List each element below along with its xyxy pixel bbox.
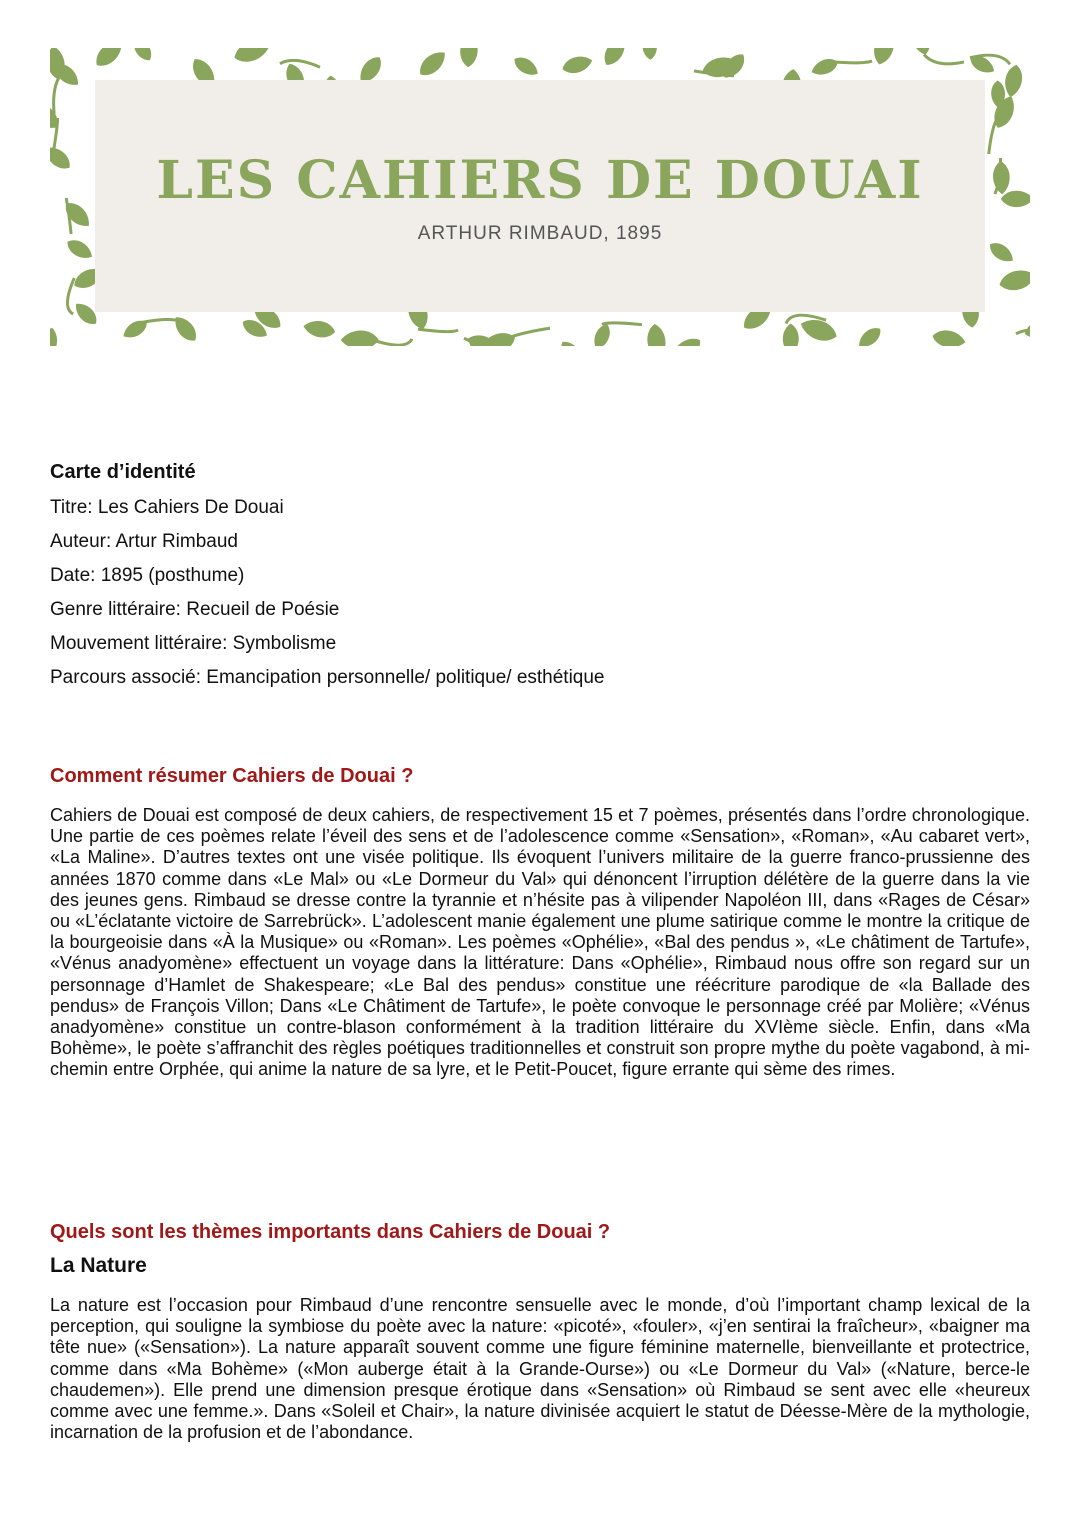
leaf-shape — [1002, 63, 1024, 98]
document-title: LES CAHIERS DE DOUAI — [156, 150, 924, 211]
leaf-shape — [1022, 316, 1030, 341]
leaf-shape — [665, 333, 706, 346]
themes-title: Quels sont les thèmes importants dans Cahiers de Douai ? — [50, 1221, 611, 1243]
leaf-stem — [832, 61, 872, 63]
leaf-stem — [67, 278, 74, 314]
leaf-shape — [511, 53, 542, 79]
document-subtitle: ARTHUR RIMBAUD, 1895 — [417, 223, 663, 244]
leaf-shape — [997, 266, 1030, 293]
leaf-stem — [924, 55, 964, 64]
nature-heading: La Nature — [50, 1254, 147, 1277]
leaf-shape — [931, 328, 967, 346]
summary-title: Comment résumer Cahiers de Douai ? — [50, 765, 414, 787]
leaf-shape — [231, 48, 274, 67]
identity-author: Auteur: Artur Rimbaud — [50, 531, 238, 552]
summary-paragraph: Cahiers de Douai est composé de deux cahiers, de respectivement 15 et 7 poèmes, présentés dans l’ordre chronologique. Une partie de ces poèmes relate l’éveil des sens et de l’adolescence comme «Sensation», «Roman», «Au cabaret vert», «La Maline». D’autres textes ont une visée politique. Ils évoquent l’univers militaire de la guerre franco-prussienne des années 1870 comme dans «Le Mal» ou «Le Dormeur du Val» qui dénoncent l’irruption délétère de la guerre dans la vie des jeunes gens. Rimbaud se dresse contre la tyrannie et n’hésite pas à vilipender Napoléon III, dans «Rages de César» ou «L’éclatante victoire de Sarrebrück». L’adolescent manie également une plume satirique comme le montre la critique de la bourgeoisie dans «À la Musique» ou «Roman». Les poèmes «Ophélie», «Bal des pendus », «Le châtiment de Tartufe», «Vénus anadyomène» effectuent un voyage dans la littérature: Dans «Ophélie», Rimbaud nous offre son regard sur un personnage d’Hamlet de Shakespeare; «Le Bal des pendus» constitue une réécriture parodique de «la Ballade des pendus» de François Villon; Dans «Le Châtiment de Tartufe», le poète convoque le personnage créé par Molière; «Vénus anadyomène» constitue un contre-blason conformément à la tradition littéraire du XVIème siècle. Enfin, dans «Ma Bohème», le poète s’affranchit des règles poétiques traditionnelles et construit son propre mythe du poète vagabond, à mi-chemin entre Orphée, qui anime la nature de sa lyre, et le Petit-Poucet, figure errante qui sème des rimes. — [50, 805, 1030, 1080]
identity-movement: Mouvement littéraire: Symbolisme — [50, 633, 337, 654]
leaf-stem — [989, 118, 998, 154]
leaf-shape — [459, 48, 478, 68]
leaf-shape — [646, 323, 668, 346]
identity-title: Titre: Les Cahiers De Douai — [50, 497, 284, 518]
leaf-shape — [600, 48, 631, 69]
leaf-shape — [555, 337, 589, 346]
leaf-stem — [280, 60, 320, 67]
leaf-shape — [50, 325, 61, 346]
leaf-shape — [908, 48, 934, 57]
identity-card-heading: Carte d’identité — [50, 461, 196, 483]
leaf-stem — [602, 323, 642, 325]
identity-date: Date: 1895 (posthume) — [50, 565, 245, 586]
leaf-stem — [510, 328, 550, 337]
leaf-shape — [302, 318, 336, 339]
leaf-shape — [91, 48, 127, 71]
leaf-shape — [870, 48, 898, 67]
identity-genre: Genre littéraire: Recueil de Poésie — [50, 599, 340, 620]
leaf-shape — [809, 55, 840, 78]
leaf-stem — [54, 78, 59, 114]
leaf-shape — [590, 322, 613, 346]
leaf-shape — [783, 324, 799, 346]
leaf-shape — [129, 48, 156, 64]
nature-paragraph: La nature est l’occasion pour Rimbaud d’une rencontre sensuelle avec le monde, d’où l’important champ lexical de la perception, qui souligne la symbiose du poète avec la nature: «picoté», «fouler», «j’en sentirai la fraîcheur», «baigner ma tête nue» («Sensation»). La nature apparaît souvent comme une figure féminine maternelle, bienveillante et protectrice, comme dans «Ma Bohème» («Mon auberge était à la Grande-Ourse») ou «Le Dormeur du Val» («Nature, berce-le chaudemen»). Elle prend une dimension presque érotique dans «Sensation» où Rimbaud se sent avec elle «heureux comme avec une femme.». Dans «Soleil et Chair», la nature divinisée acquiert le statut de Déesse-Mère de la mythologie, incarnation de la profusion et de l’abondance. — [50, 1295, 1030, 1443]
identity-parcours: Parcours associé: Emancipation personnelle/ politique/ esthétique — [50, 667, 605, 688]
leaf-shape — [415, 48, 450, 80]
leaf-shape — [170, 312, 201, 345]
leaf-shape — [560, 53, 594, 76]
leaf-stem — [418, 329, 458, 332]
leaf-shape — [341, 330, 379, 346]
leaf-shape — [855, 324, 885, 346]
leaf-shape — [642, 48, 658, 60]
